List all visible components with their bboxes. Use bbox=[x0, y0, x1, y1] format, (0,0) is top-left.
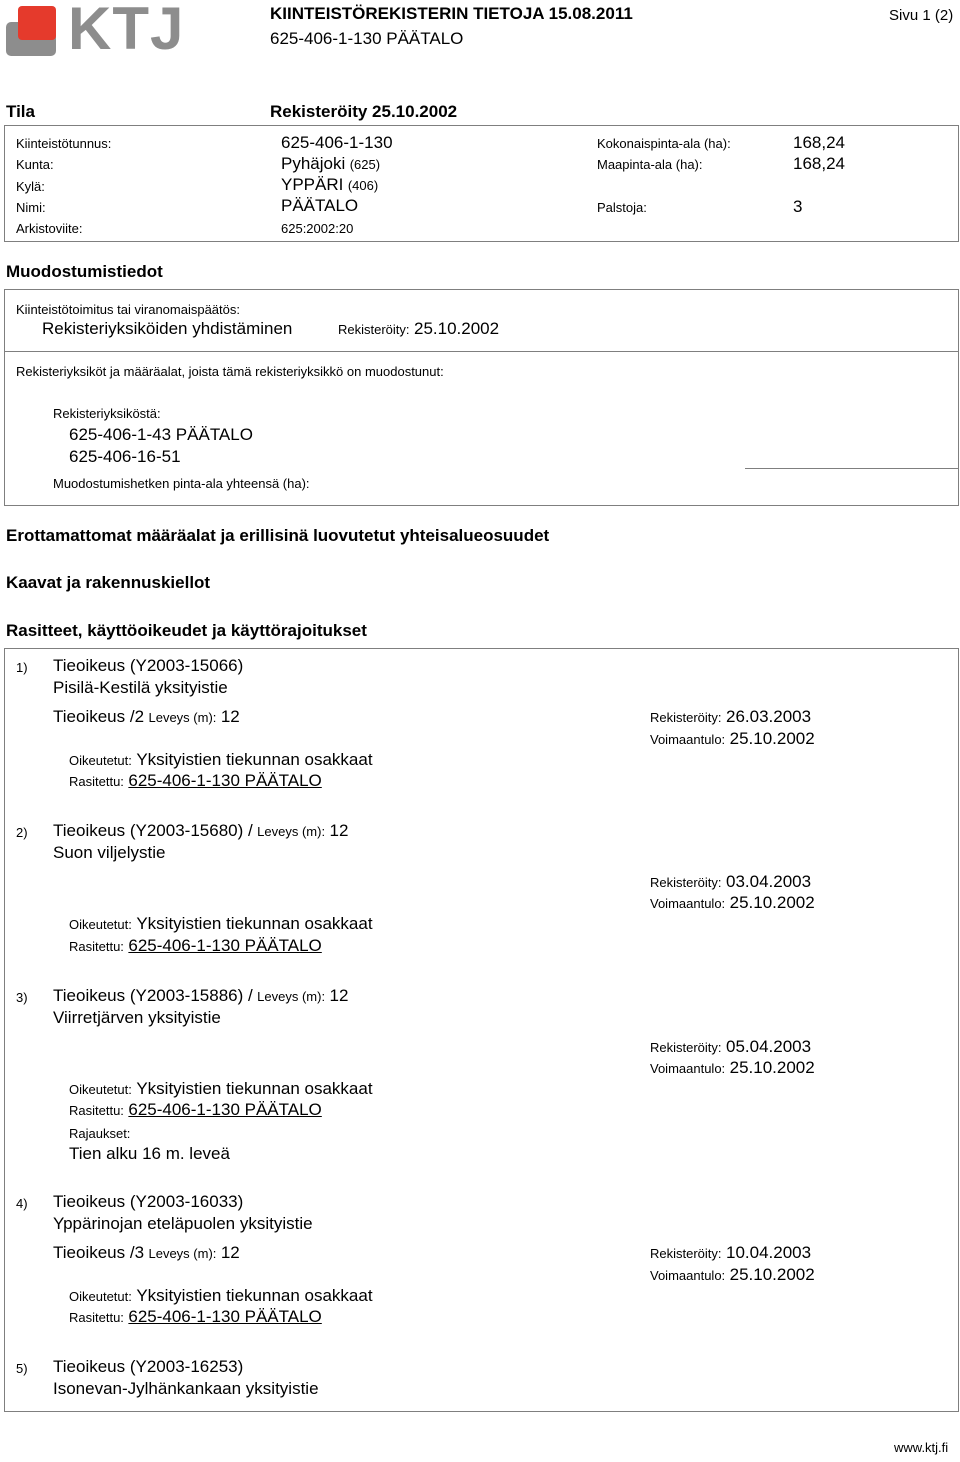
burdened-line bbox=[69, 771, 322, 791]
kyla-name: YPPÄRI bbox=[281, 175, 344, 194]
registered-line bbox=[650, 707, 811, 727]
registered-date: 26.03.2003 bbox=[725, 707, 812, 726]
burdened-property: 625-406-1-130 PÄÄTALO bbox=[128, 1307, 322, 1326]
toimitus-registered-label: Rekisteröity: bbox=[338, 322, 410, 337]
effective-label: Voimaantulo: bbox=[650, 1268, 726, 1283]
value-arkistoviite: 625:2002:20 bbox=[281, 221, 354, 236]
registered-date: 10.04.2003 bbox=[725, 1243, 812, 1262]
effective-date: 25.10.2002 bbox=[729, 1058, 815, 1077]
easement-title-line bbox=[53, 821, 348, 841]
easement-number: 4) bbox=[16, 1196, 28, 1211]
easement-subtitle: Yppärinojan eteläpuolen yksityistie bbox=[53, 1214, 313, 1233]
from-unit-item: 625-406-16-51 bbox=[69, 447, 181, 466]
muodostumis-divider bbox=[4, 351, 959, 352]
entitled-label: Oikeutetut: bbox=[69, 1289, 132, 1304]
effective-label: Voimaantulo: bbox=[650, 732, 726, 747]
entitled-line bbox=[69, 750, 373, 770]
kunta-name: Pyhäjoki bbox=[281, 154, 346, 173]
burdened-property: 625-406-1-130 PÄÄTALO bbox=[128, 1100, 322, 1119]
property-line: 625-406-1-130 PÄÄTALO bbox=[270, 29, 464, 48]
easement-subtitle: Pisilä-Kestilä yksityistie bbox=[53, 678, 228, 697]
entitled-label: Oikeutetut: bbox=[69, 753, 132, 768]
toimitus-registered bbox=[338, 319, 499, 339]
leveys-value: 12 bbox=[329, 821, 349, 840]
burdened-line bbox=[69, 1307, 322, 1327]
toimitus-label: Kiinteistötoimitus tai viranomaispäätös: bbox=[16, 302, 240, 317]
registered-label: Rekisteröity: bbox=[650, 875, 722, 890]
easement-number: 2) bbox=[16, 825, 28, 840]
easement-part-line bbox=[53, 707, 240, 727]
easement-number: 5) bbox=[16, 1361, 28, 1376]
section-title-kaavat: Kaavat ja rakennuskiellot bbox=[6, 573, 211, 592]
effective-label: Voimaantulo: bbox=[650, 1061, 726, 1076]
leveys-value: 12 bbox=[220, 707, 240, 726]
from-unit-item: 625-406-1-43 PÄÄTALO bbox=[69, 425, 253, 444]
entitled-value: Yksityistien tiekunnan osakkaat bbox=[136, 1079, 373, 1098]
leveys-label: Leveys (m): bbox=[148, 1246, 217, 1261]
easement-subtitle: Suon viljelystie bbox=[53, 843, 166, 862]
easement-number: 3) bbox=[16, 990, 28, 1005]
value-maapinta-ala: 168,24 bbox=[793, 154, 845, 173]
section-title-tila: Tila bbox=[6, 102, 35, 121]
footer-url[interactable]: www.ktj.fi bbox=[894, 1440, 949, 1455]
effective-line bbox=[650, 729, 815, 749]
easement-subtitle: Viirretjärven yksityistie bbox=[53, 1008, 221, 1027]
entitled-value: Yksityistien tiekunnan osakkaat bbox=[136, 750, 373, 769]
easement-part: Tieoikeus /2 bbox=[53, 707, 145, 726]
easement-number: 1) bbox=[16, 660, 28, 675]
entitled-line bbox=[69, 1079, 373, 1099]
registered-label: Rekisteröity: bbox=[650, 1246, 722, 1261]
label-nimi: Nimi: bbox=[16, 200, 46, 215]
effective-line bbox=[650, 1058, 815, 1078]
burdened-property: 625-406-1-130 PÄÄTALO bbox=[128, 936, 322, 955]
label-kokonaispinta-ala: Kokonaispinta-ala (ha): bbox=[597, 136, 731, 151]
registered-date: 03.04.2003 bbox=[725, 872, 812, 891]
logo-mark-red bbox=[18, 6, 56, 40]
effective-date: 25.10.2002 bbox=[729, 893, 815, 912]
value-kunta bbox=[281, 154, 380, 174]
units-intro: Rekisteriyksiköt ja määräalat, joista tämä rekisteriyksikkö on muodostunut: bbox=[16, 364, 444, 379]
registered-line bbox=[650, 1037, 811, 1057]
from-unit-label: Rekisteriyksiköstä: bbox=[53, 406, 161, 421]
tila-registered: Rekisteröity 25.10.2002 bbox=[270, 102, 458, 121]
kyla-code: (406) bbox=[347, 178, 379, 193]
leveys-label: Leveys (m): bbox=[148, 710, 217, 725]
effective-date: 25.10.2002 bbox=[729, 729, 815, 748]
page-number: Sivu 1 (2) bbox=[889, 7, 954, 24]
effective-date: 25.10.2002 bbox=[729, 1265, 815, 1284]
area-total-line bbox=[745, 468, 959, 469]
leveys-value: 12 bbox=[329, 986, 349, 1005]
label-kyla: Kylä: bbox=[16, 179, 45, 194]
toimitus-value: Rekisteriyksiköiden yhdistäminen bbox=[42, 319, 293, 338]
easement-subtitle: Isonevan-Jylhänkankaan yksityistie bbox=[53, 1379, 319, 1398]
burdened-line bbox=[69, 936, 322, 956]
section-title-muodostumistiedot: Muodostumistiedot bbox=[6, 262, 163, 281]
burdened-line bbox=[69, 1100, 322, 1120]
value-kiinteistotunnus: 625-406-1-130 bbox=[281, 133, 393, 152]
label-kunta: Kunta: bbox=[16, 157, 54, 172]
section-title-rasitteet: Rasitteet, käyttöoikeudet ja käyttörajoitukset bbox=[6, 621, 367, 640]
leveys-label: Leveys (m): bbox=[257, 989, 326, 1004]
burdened-label: Rasitettu: bbox=[69, 774, 124, 789]
label-palstoja: Palstoja: bbox=[597, 200, 647, 215]
registered-label: Rekisteröity: bbox=[650, 1040, 722, 1055]
registered-line bbox=[650, 1243, 811, 1263]
easement-title-line bbox=[53, 986, 348, 1006]
easement-title: Tieoikeus (Y2003-15066) bbox=[53, 656, 244, 675]
burdened-label: Rasitettu: bbox=[69, 1310, 124, 1325]
restrictions-value: Tien alku 16 m. leveä bbox=[69, 1144, 230, 1163]
easement-title: Tieoikeus (Y2003-15680) / bbox=[53, 821, 253, 840]
easement-title: Tieoikeus (Y2003-16033) bbox=[53, 1192, 244, 1211]
kunta-code: (625) bbox=[349, 157, 381, 172]
label-arkistoviite: Arkistoviite: bbox=[16, 221, 83, 236]
entitled-value: Yksityistien tiekunnan osakkaat bbox=[136, 1286, 373, 1305]
entitled-label: Oikeutetut: bbox=[69, 1082, 132, 1097]
value-nimi: PÄÄTALO bbox=[281, 196, 359, 215]
burdened-label: Rasitettu: bbox=[69, 939, 124, 954]
leveys-value: 12 bbox=[220, 1243, 240, 1262]
label-kiinteistotunnus: Kiinteistötunnus: bbox=[16, 136, 112, 151]
burdened-label: Rasitettu: bbox=[69, 1103, 124, 1118]
easement-part: Tieoikeus /3 bbox=[53, 1243, 145, 1262]
value-kyla bbox=[281, 175, 378, 195]
easement-title: Tieoikeus (Y2003-16253) bbox=[53, 1357, 244, 1376]
entitled-value: Yksityistien tiekunnan osakkaat bbox=[136, 914, 373, 933]
entitled-line bbox=[69, 914, 373, 934]
easement-part-line bbox=[53, 1243, 240, 1263]
logo-text: KTJ bbox=[68, 0, 185, 62]
value-kokonaispinta-ala: 168,24 bbox=[793, 133, 845, 152]
burdened-property: 625-406-1-130 PÄÄTALO bbox=[128, 771, 322, 790]
area-total-label: Muodostumishetken pinta-ala yhteensä (ha): bbox=[53, 476, 310, 491]
leveys-label: Leveys (m): bbox=[257, 824, 326, 839]
document-title: KIINTEISTÖREKISTERIN TIETOJA 15.08.2011 bbox=[270, 4, 633, 23]
effective-line bbox=[650, 1265, 815, 1285]
section-title-erottamattomat: Erottamattomat määräalat ja erillisinä luovutetut yhteisalueosuudet bbox=[6, 526, 550, 545]
registered-line bbox=[650, 872, 811, 892]
effective-line bbox=[650, 893, 815, 913]
entitled-line bbox=[69, 1286, 373, 1306]
entitled-label: Oikeutetut: bbox=[69, 917, 132, 932]
restrictions-label: Rajaukset: bbox=[69, 1126, 131, 1141]
effective-label: Voimaantulo: bbox=[650, 896, 726, 911]
easement-title: Tieoikeus (Y2003-15886) / bbox=[53, 986, 253, 1005]
registered-label: Rekisteröity: bbox=[650, 710, 722, 725]
toimitus-registered-date: 25.10.2002 bbox=[413, 319, 500, 338]
label-maapinta-ala: Maapinta-ala (ha): bbox=[597, 157, 703, 172]
value-palstoja: 3 bbox=[793, 197, 803, 216]
registered-date: 05.04.2003 bbox=[725, 1037, 812, 1056]
